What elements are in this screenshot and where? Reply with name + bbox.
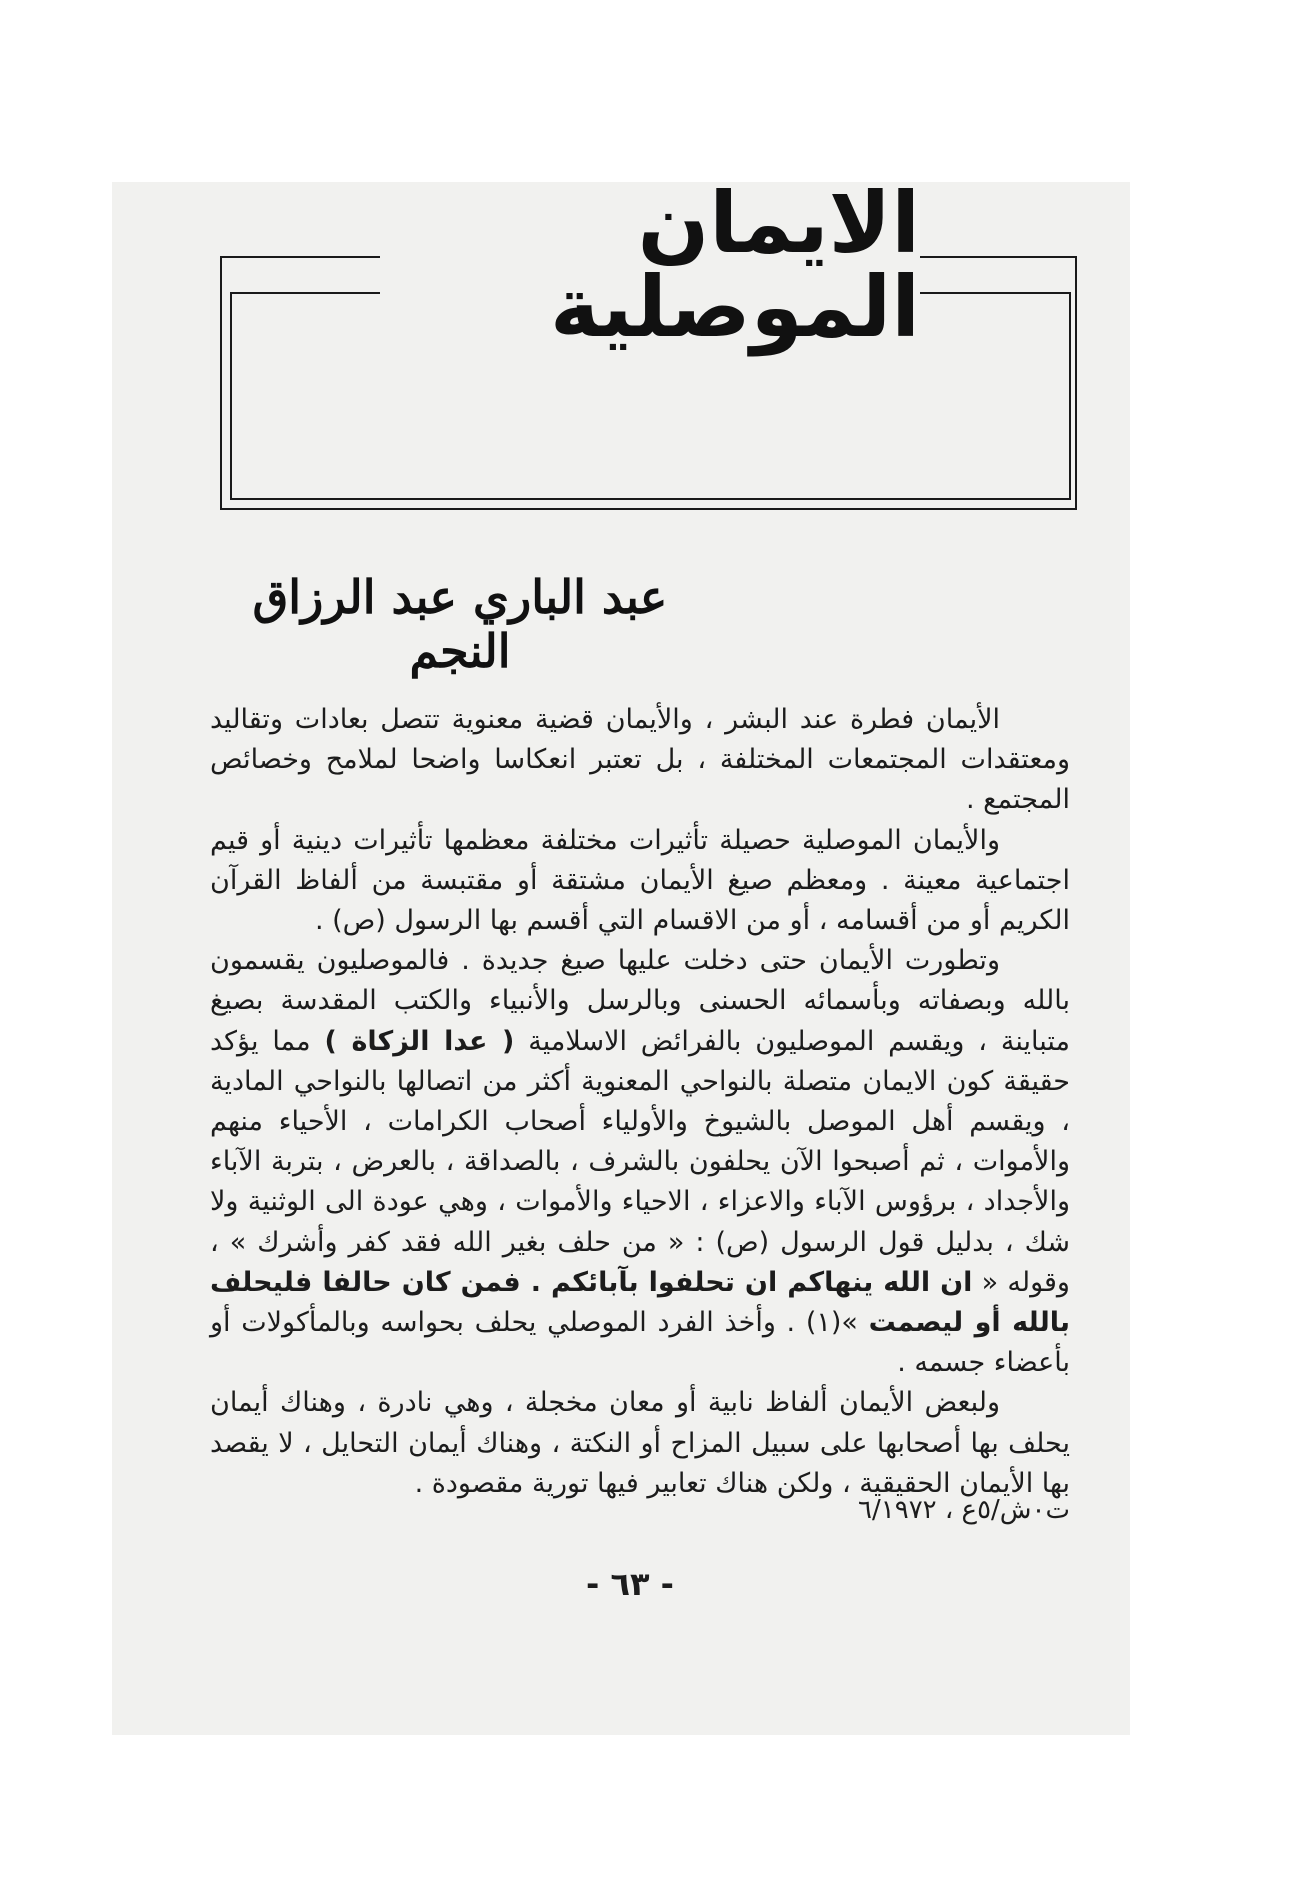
paragraph (210, 941, 1070, 1383)
bold-phrase: ( عدا الزكاة ) (324, 1025, 515, 1057)
article-body (210, 700, 1070, 1504)
hadith-quote: ان الله ينهاكم ان تحلفوا بآبائكم . فمن كان حالفا فليحلف بالله أو ليصمت (210, 1266, 1070, 1339)
author-name: عبد الباري عبد الرزاق النجم (252, 570, 668, 678)
paragraph-text: وتطورت الأيمان حتى دخلت عليها صيغ جديدة . فالموصليون يقسمون بالله وبصفاته وبأسمائه الحسنى وبالرسل والأنبياء والكتب المقدسة بصيغ متباينة ، ويقسم الموصليون بالفرائض الاسلامية (210, 945, 1070, 1057)
source-reference: ت٠ش/٥ع ، ٦/١٩٧٢ (858, 1495, 1070, 1525)
paragraph: ولبعض الأيمان ألفاظ نابية أو معان مخجلة ، وهي نادرة ، وهناك أيمان يحلف بها أصحابها على سبيل المزاح أو النكتة ، وهناك أيمان التحايل ، لا يقصد بها الأيمان الحقيقية ، ولكن هناك تعابير فيها تورية مقصودة . (210, 1387, 1070, 1499)
page-number: - ٦٣ - (586, 1565, 674, 1603)
paragraph-text: »(١) . وأخذ الفرد الموصلي يحلف بحواسه وبالمأكولات أو بأعضاء جسمه . (210, 1307, 1070, 1379)
title-area (380, 174, 920, 356)
paragraph: والأيمان الموصلية حصيلة تأثيرات مختلفة معظمها تأثيرات دينية أو قيم اجتماعية معينة . ومعظم صيغ الأيمان مشتقة أو مقتبسة من ألفاظ القرآن الكريم أو من أقسامه ، أو من الاقسام التي أقسم بها الرسول (ص) . (210, 824, 1070, 937)
paragraph-text: مما يؤكد حقيقة كون الايمان متصلة بالنواحي المعنوية أكثر من اتصالها بالنواحي المادية ، ويقسم أهل الموصل بالشيوخ والأولياء أصحاب الكرامات ، الأحياء منهم والأموات ، ثم أصبحوا الآن يحلفون بالشرف ، بالصداقة ، بالعرض ، بتربة الآباء والأجداد ، برؤوس الآباء والاعزاء ، الاحياء والأموات ، وهي عودة الى الوثنية ولا شك ، بدليل قول الرسول (ص) : « من حلف بغير الله فقد كفر وأشرك » ، وقوله « (210, 1025, 1070, 1298)
article-title: الايمان الموصلية (549, 174, 920, 356)
paragraph: الأيمان فطرة عند البشر ، والأيمان قضية معنوية تتصل بعادات وتقاليد ومعتقدات المجتمعات المختلفة ، بل تعتبر انعكاسا واضحا لملامح وخصائص المجتمع . (210, 704, 1070, 816)
